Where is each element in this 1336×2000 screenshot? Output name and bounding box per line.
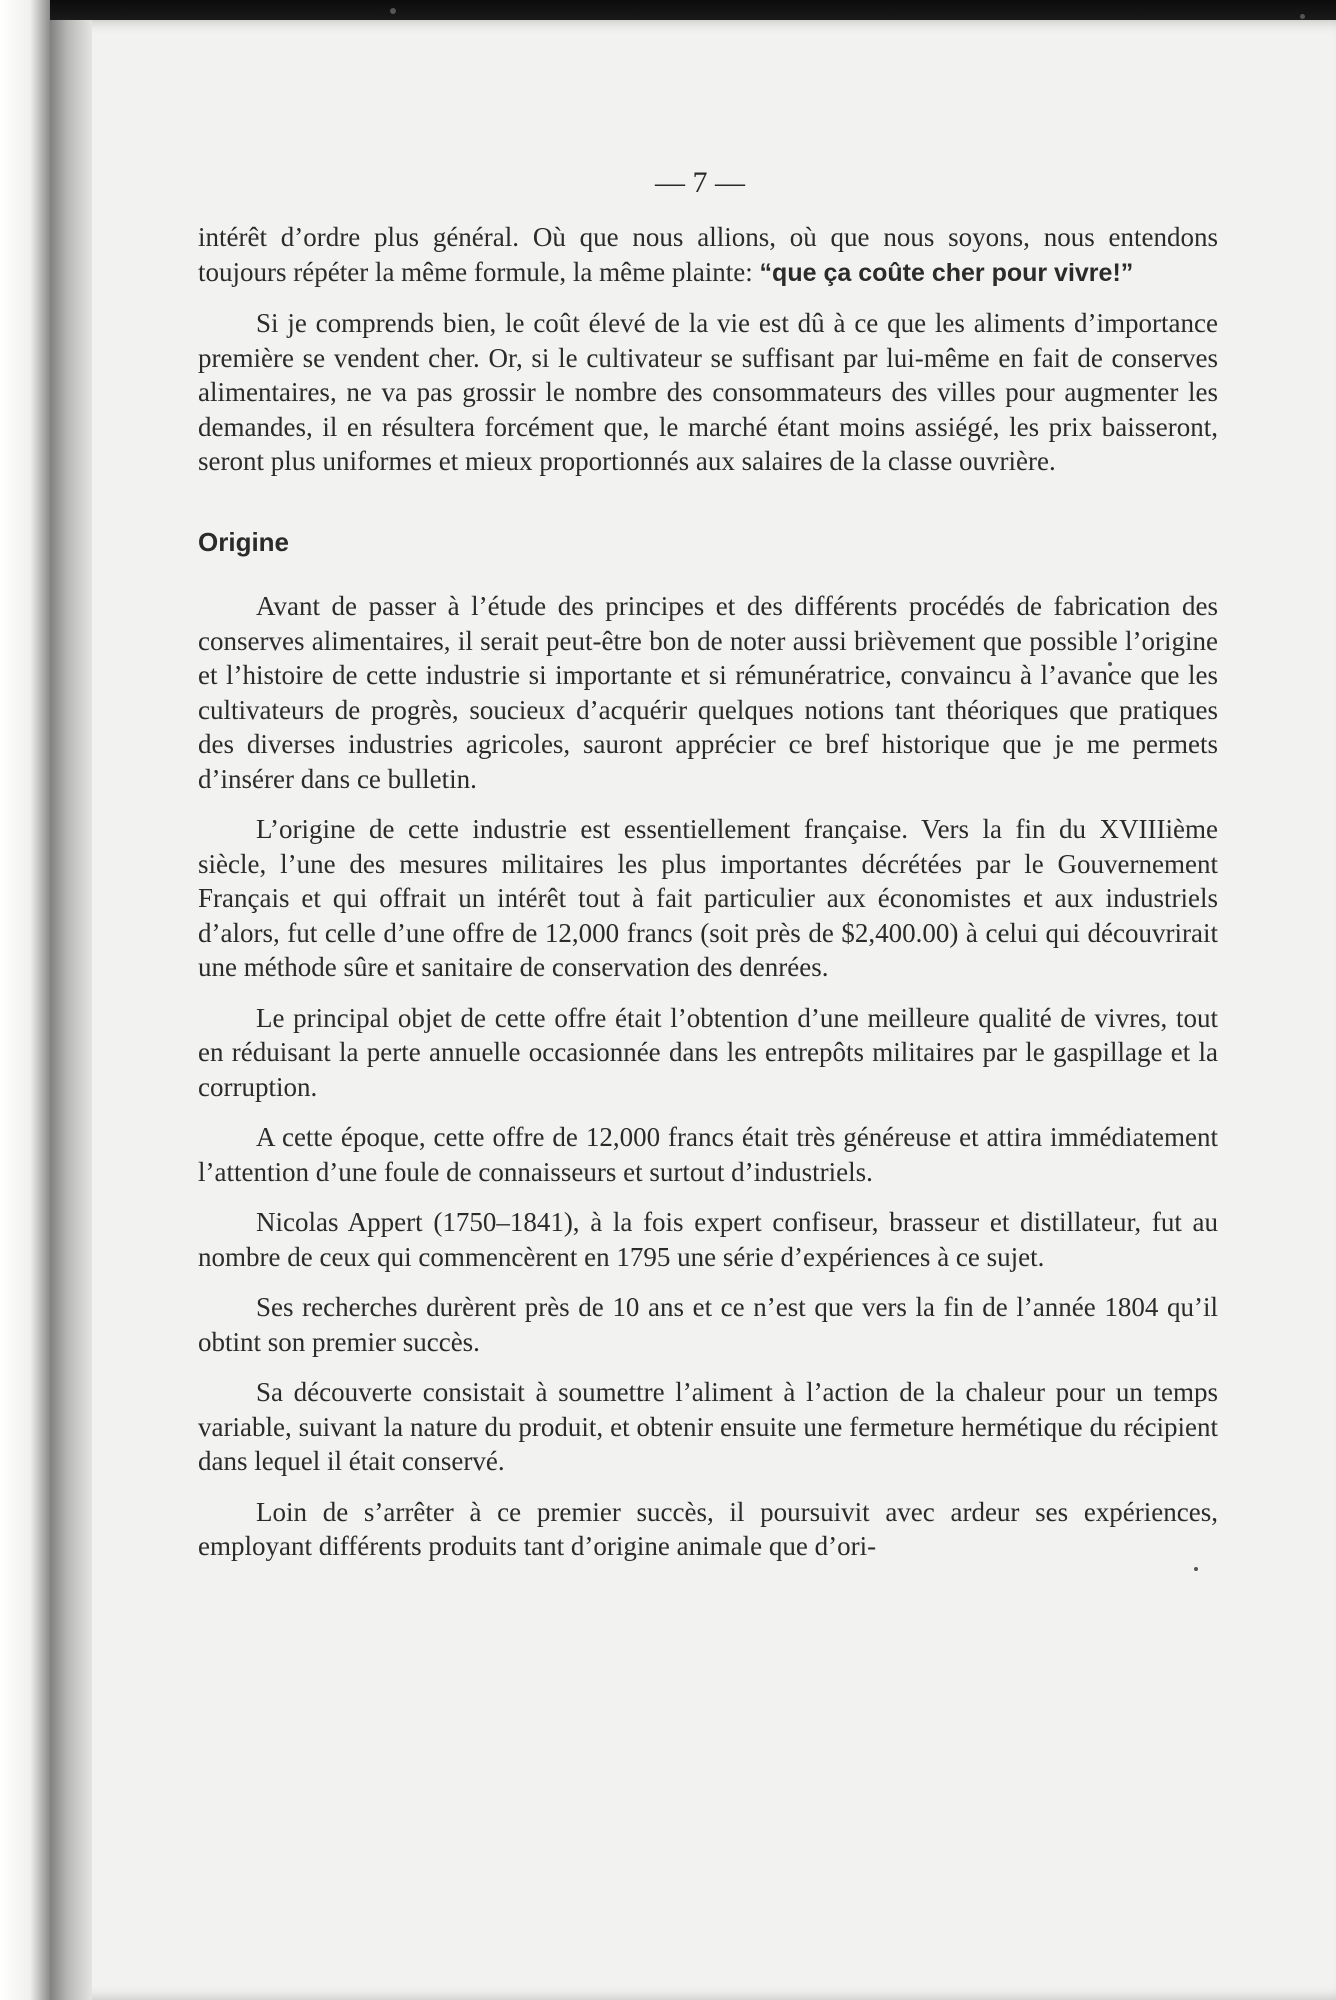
quoted-complaint: “que ça coûte cher pour vivre!” (759, 258, 1134, 287)
paragraph-origine-6: Ses recherches durèrent près de 10 ans et ce n’est que vers la fin de l’année 1804 qu’il obtint son premier succès. (198, 1292, 1218, 1357)
paragraph-origine-1: Avant de passer à l’étude des principes et des différents procédés de fabrication des conserves alimentaires, il serait peut-être bon de noter aussi brièvement que possible l’origine et l’histoire de cette industrie si importante et si rémunératrice, convaincu à l’avance que les cultivateurs de progrès, soucieux d’acquérir quelques notions tant théoriques que pratiques des diverses industries agricoles, sauront apprécier ce bref historique que je me permets d’insérer dans ce bulletin. (198, 591, 1218, 794)
paragraph-origine-5: Nicolas Appert (1750–1841), à la fois expert confiseur, brasseur et distillateur, fut au nombre de ceux qui commencèrent en 1795 une série d’expériences à ce sujet. (198, 1207, 1218, 1272)
paragraph-origine-2: L’origine de cette industrie est essentiellement française. Vers la fin du XVIIIième siècle, l’une des mesures militaires les plus importantes décrétées par le Gouvernement Français et qui offrait un intérêt tout à fait particulier aux économistes et aux industriels d’alors, fut celle d’une offre de 12,000 francs (soit près de $2,400.00) à celui qui découvrirait une méthode sûre et sanitaire de conservation des denrées. (198, 814, 1218, 982)
scan-speck (1300, 14, 1305, 19)
paragraph-intro-text: intérêt d’ordre plus général. Où que nous allions, où que nous soyons, nous entendons toujours répéter la même formule, la même plainte: (198, 222, 1218, 287)
book-spine-edge (0, 0, 50, 2000)
page-gutter-shadow (48, 20, 92, 2000)
page-number: — 7 — (655, 166, 745, 199)
paragraph-cost-of-living: Si je comprends bien, le coût élevé de la vie est dû à ce que les aliments d’importance première se vendent cher. Or, si le cultivateur se suffisant par lui-même en fait de conserves alimentaires, ne va pas grossir le nombre des consommateurs des villes pour augmenter les demandes, il en résultera forcément que, le marché étant moins assiégé, les prix baisseront, seront plus uniformes et mieux proportionnés aux salaires de la classe ouvrière. (198, 308, 1218, 476)
paragraph-origine-7: Sa découverte consistait à soumettre l’aliment à l’action de la chaleur pour un temps variable, suivant la nature du produit, et obtenir ensuite une fermeture hermétique du récipient dans lequel il était conservé. (198, 1377, 1218, 1476)
paragraph-origine-4: A cette époque, cette offre de 12,000 francs était très généreuse et attira immédiatement l’attention d’une foule de connaisseurs et surtout d’industriels. (198, 1122, 1218, 1187)
section-heading: Origine (198, 526, 290, 557)
paragraph-origine-8: Loin de s’arrêter à ce premier succès, il poursuivit avec ardeur ses expériences, employant différents produits tant d’origine animale que d’ori- (198, 1496, 1218, 1561)
scan-speck (390, 8, 396, 14)
paragraph-intro (198, 220, 1218, 290)
paragraph-origine-3: Le principal objet de cette offre était l’obtention d’une meilleure qualité de vivres, tout en réduisant la perte annuelle occasionnée dans les entrepôts militaires par le gaspillage et la corruption. (198, 1002, 1218, 1102)
document-body (198, 220, 1218, 1580)
